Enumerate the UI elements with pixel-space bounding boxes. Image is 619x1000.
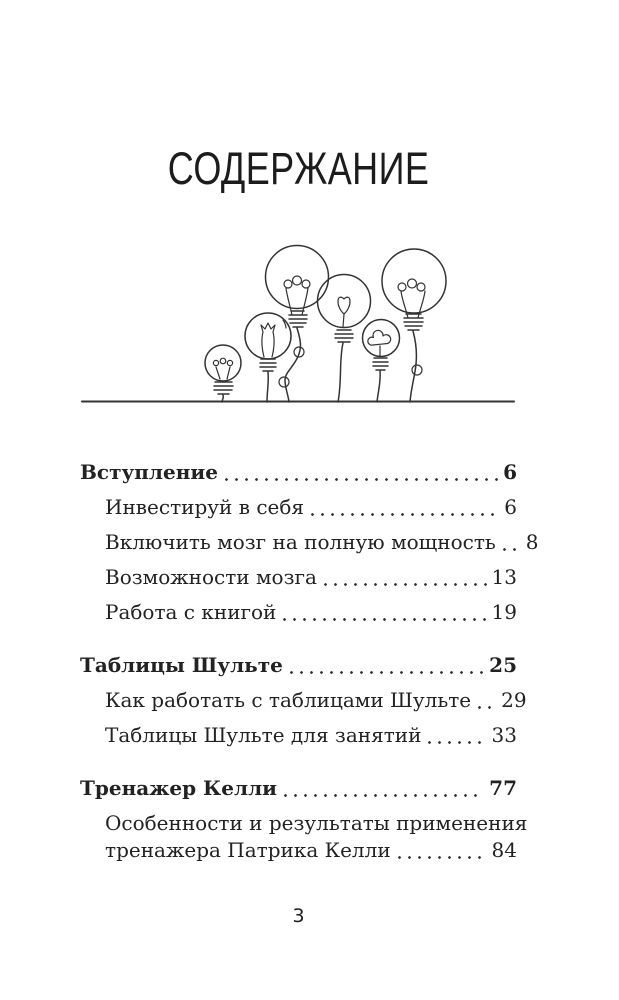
- dotted-leader: [290, 671, 484, 674]
- toc-page-number: 84: [491, 838, 517, 862]
- toc-entry-row: [105, 529, 539, 556]
- toc-sub-entry: [80, 722, 517, 749]
- toc-sub-entry: [80, 810, 528, 864]
- toc-page-number: 77: [489, 776, 517, 800]
- toc-page-number: 8: [525, 530, 539, 554]
- page-title: СОДЕРЖАНИЕ: [167, 143, 430, 194]
- toc-entry-row: [105, 722, 517, 749]
- toc-entry-row: [80, 459, 517, 486]
- lightbulb-icon: [266, 246, 329, 403]
- toc-sub-entry: [80, 564, 517, 591]
- toc-entry-row: [105, 837, 517, 864]
- toc-entry-title: Возможности мозга: [105, 565, 317, 589]
- toc-section-entry: [80, 652, 517, 679]
- toc-page-number: 13: [491, 565, 517, 589]
- toc-entry-title: Работа с книгой: [105, 600, 277, 624]
- dotted-leader: [283, 618, 486, 621]
- toc-entry-title: Особенности и результаты применения: [105, 811, 528, 835]
- dotted-leader: [284, 794, 484, 797]
- dotted-leader: [398, 856, 487, 859]
- toc-entry-title: Таблицы Шульте: [80, 653, 283, 677]
- toc-page-number: 25: [489, 653, 517, 677]
- dotted-leader: [478, 706, 496, 709]
- dotted-leader: [503, 548, 521, 551]
- toc-entry-row: [105, 687, 527, 714]
- toc-page-number: 29: [501, 688, 527, 712]
- toc-entry-title: Таблицы Шульте для занятий: [105, 723, 422, 747]
- toc-sub-entry: [80, 687, 527, 714]
- table-of-contents: [80, 459, 539, 872]
- toc-sub-entry: [80, 529, 539, 556]
- toc-entry-title: Инвестируй в себя: [105, 495, 305, 519]
- toc-page-number: 6: [504, 495, 517, 519]
- dotted-leader: [311, 513, 499, 516]
- toc-entry-title: Как работать с таблицами Шульте: [105, 688, 472, 712]
- toc-entry-row: [105, 599, 517, 626]
- toc-page-number: 33: [491, 723, 517, 747]
- toc-page-number: 19: [491, 600, 517, 624]
- toc-entry-title: Тренажер Келли: [80, 776, 278, 800]
- lightbulb-icon: [245, 313, 291, 402]
- dotted-leader: [225, 478, 498, 481]
- toc-entry-title: Включить мозг на полную мощность: [105, 530, 496, 554]
- toc-entry-title: тренажера Патрика Келли: [105, 838, 391, 862]
- dotted-leader: [428, 741, 486, 744]
- toc-entry-row: [105, 564, 517, 591]
- toc-section-entry: [80, 459, 517, 486]
- toc-entry-row: [105, 494, 517, 521]
- toc-sub-entry: [80, 599, 517, 626]
- toc-entry-row: [80, 652, 517, 679]
- lightbulbs-illustration: [80, 230, 517, 405]
- toc-page-number: 6: [503, 460, 517, 484]
- lightbulb-icon: [382, 249, 446, 402]
- lightbulbs-drawing: [80, 230, 517, 405]
- toc-entry-title: Вступление: [80, 460, 218, 484]
- toc-entry-row: [105, 810, 528, 837]
- toc-section-entry: [80, 775, 517, 802]
- toc-entry-row: [80, 775, 517, 802]
- toc-sub-entry: [80, 494, 517, 521]
- lightbulb-icon: [363, 320, 400, 403]
- lightbulb-icon: [205, 345, 241, 402]
- page-number: 3: [292, 905, 305, 927]
- dotted-leader: [324, 583, 487, 586]
